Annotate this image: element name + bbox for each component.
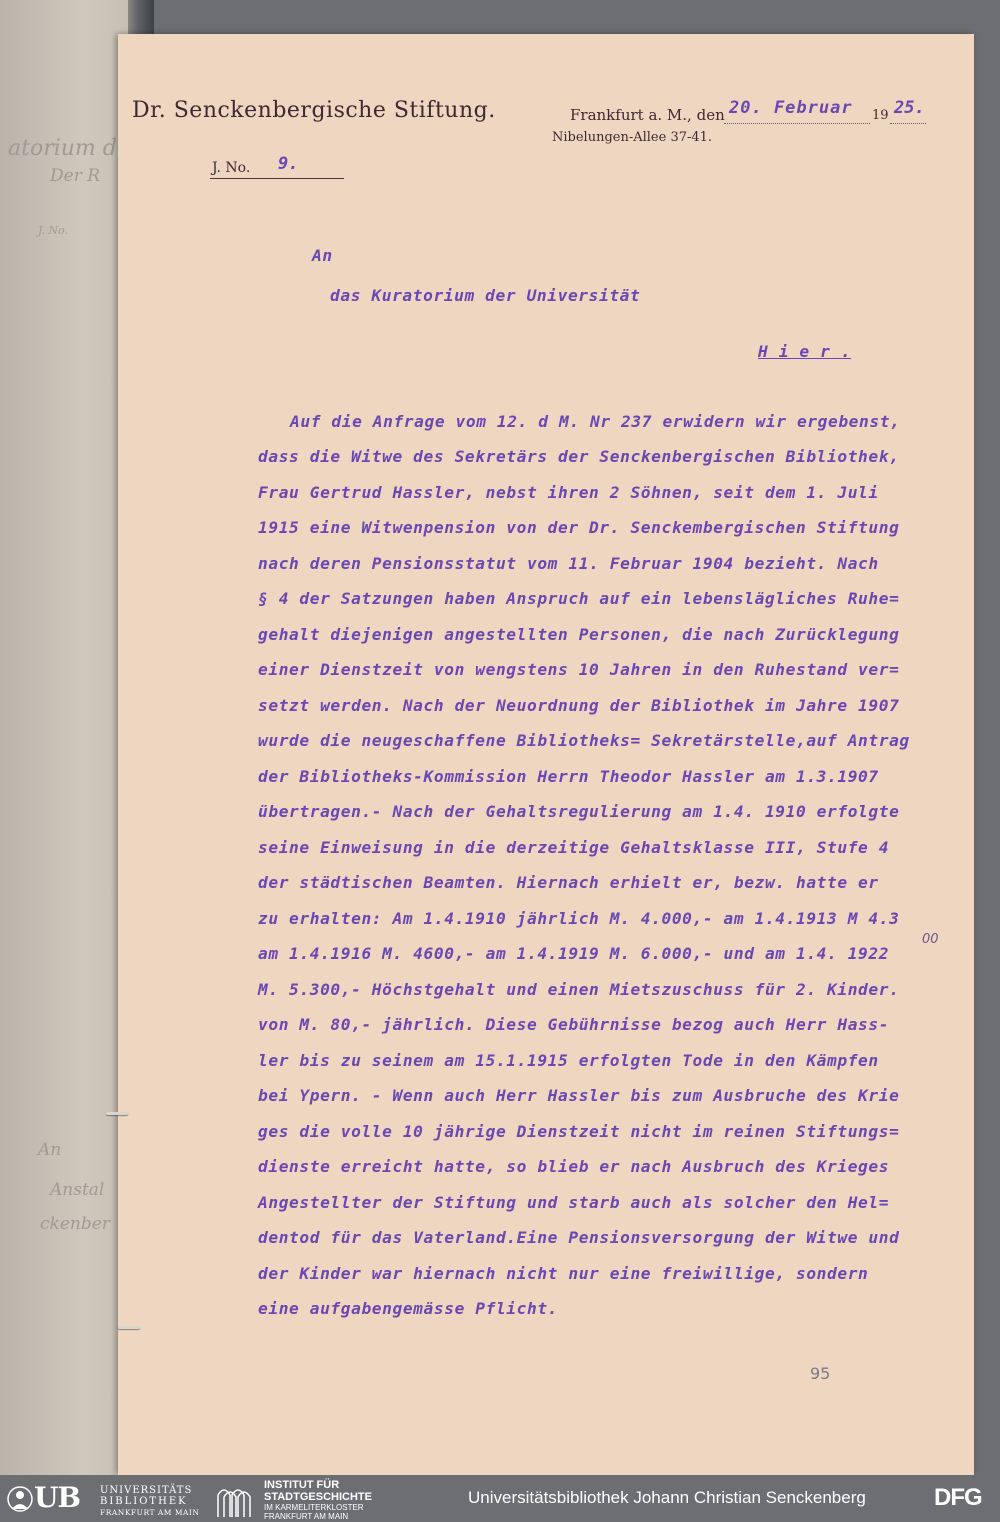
body-line: setzt werden. Nach der Neuordnung der Bibliothek im Jahre 1907: [258, 696, 900, 715]
recipient-line-an: An: [312, 246, 333, 265]
body-line: § 4 der Satzungen haben Anspruch auf ein lebenslägliches Ruhe=: [258, 589, 900, 608]
body-line: ler bis zu seinem am 15.1.1915 erfolgten Tode in den Kämpfen: [258, 1051, 879, 1070]
letterhead-org: Dr. Senckenbergische Stiftung.: [132, 98, 496, 123]
ub-line2: BIBLIOTHEK: [100, 1496, 188, 1507]
body-line: seine Einweisung in die derzeitige Gehaltsklasse III, Stufe 4: [258, 838, 890, 857]
letterhead-address: Nibelungen-Allee 37-41.: [552, 130, 713, 145]
body-line: dienste erreicht hatte, so blieb er nach Ausbruch des Krieges: [258, 1157, 890, 1176]
body-line: Auf die Anfrage vom 12. d M. Nr 237 erwidern wir ergebenst,: [290, 412, 901, 431]
body-line: der Bibliotheks-Kommission Herrn Theodor Hassler am 1.3.1907: [258, 767, 879, 786]
body-line: von M. 80,- jährlich. Diese Gebührnisse bezog auch Herr Hass-: [258, 1015, 890, 1034]
body-line: zu erhalten: Am 1.4.1910 jährlich M. 4.000,- am 1.4.1913 M 4.3: [258, 909, 900, 928]
body-line: bei Ypern. - Wenn auch Herr Hassler bis zum Ausbruche des Krie: [258, 1086, 900, 1105]
dfg-logo[interactable]: DFG: [934, 1484, 982, 1511]
body-line: Angestellter der Stiftung und starb auch als solcher den Hel=: [258, 1193, 890, 1212]
margin-correction: 00: [922, 932, 939, 947]
underlying-text-line: An: [38, 1140, 62, 1160]
recipient-line-kuratorium: das Kuratorium der Universität: [330, 286, 641, 305]
body-line: 1915 eine Witwenpension von der Dr. Senckembergischen Stiftung: [258, 518, 900, 537]
ifs-line4: FRANKFURT AM MAIN: [264, 1512, 349, 1521]
letterhead-year-prefix: 19: [872, 108, 889, 123]
underlying-text-line: atorium d: [8, 136, 117, 161]
ifs-line3: IM KARMELITERKLOSTER: [264, 1503, 364, 1512]
body-line: dentod für das Vaterland.Eine Pensionsversorgung der Witwe und: [258, 1228, 900, 1247]
footer-bar: [0, 1475, 1000, 1522]
ifs-line1: INSTITUT FÜR: [264, 1479, 340, 1491]
jno-label: J. No.: [212, 160, 251, 176]
body-line: dass die Witwe des Sekretärs der Senckenbergischen Bibliothek,: [258, 447, 900, 466]
recipient-line-hier: H i e r .: [758, 342, 852, 361]
footer-title[interactable]: Universitätsbibliothek Johann Christian Senckenberg: [468, 1488, 866, 1507]
ifs-arches-icon: [214, 1481, 254, 1517]
ifs-line2: STADTGESCHICHTE: [264, 1491, 372, 1503]
body-line: M. 5.300,- Höchstgehalt und einen Mietszuschuss für 2. Kinder.: [258, 980, 900, 999]
ub-logo-text: UB: [34, 1481, 81, 1514]
letterhead-place: Frankfurt a. M., den: [570, 106, 725, 124]
letter-sheet: [118, 34, 974, 1475]
body-line: gehalt diejenigen angestellten Personen, die nach Zurücklegung: [258, 625, 900, 644]
body-line: einer Dienstzeit von wengstens 10 Jahren in den Ruhestand ver=: [258, 660, 900, 679]
letter-year: 25.: [894, 98, 925, 118]
body-line: Frau Gertrud Hassler, nebst ihren 2 Söhnen, seit dem 1. Juli: [258, 483, 879, 502]
year-dotted-line: [890, 123, 926, 124]
letter-date: 20. Februar: [729, 98, 853, 118]
staple: [118, 1326, 140, 1329]
underlying-text-line: Der R: [50, 166, 101, 186]
body-line: nach deren Pensionsstatut vom 11. Februar 1904 bezieht. Nach: [258, 554, 879, 573]
underlying-text-line: J. No.: [38, 224, 69, 237]
jno-value: 9.: [278, 154, 299, 174]
underlying-text-line: Anstal: [50, 1180, 105, 1200]
body-line: der städtischen Beamten. Hiernach erhielt er, bezw. hatte er: [258, 873, 879, 892]
body-line: eine aufgabengemässe Pflicht.: [258, 1299, 559, 1318]
body-line: der Kinder war hiernach nicht nur eine freiwillige, sondern: [258, 1264, 869, 1283]
body-line: ges die volle 10 jährige Dienstzeit nicht im reinen Stiftungs=: [258, 1122, 900, 1141]
body-line: wurde die neugeschaffene Bibliotheks= Sekretärstelle,auf Antrag: [258, 731, 910, 750]
ub-line1: UNIVERSITÄTS: [100, 1485, 193, 1496]
body-line: übertragen.- Nach der Gehaltsregulierung am 1.4. 1910 erfolgte: [258, 802, 900, 821]
date-dotted-line: [724, 123, 870, 124]
ub-line3: FRANKFURT AM MAIN: [100, 1508, 200, 1517]
staple: [106, 1112, 128, 1115]
jno-underline: [210, 178, 344, 179]
body-line: am 1.4.1916 M. 4600,- am 1.4.1919 M. 6.000,- und am 1.4. 1922: [258, 944, 890, 963]
pencil-page-number: 95: [810, 1364, 831, 1383]
underlying-text-line: ckenber: [40, 1214, 110, 1234]
